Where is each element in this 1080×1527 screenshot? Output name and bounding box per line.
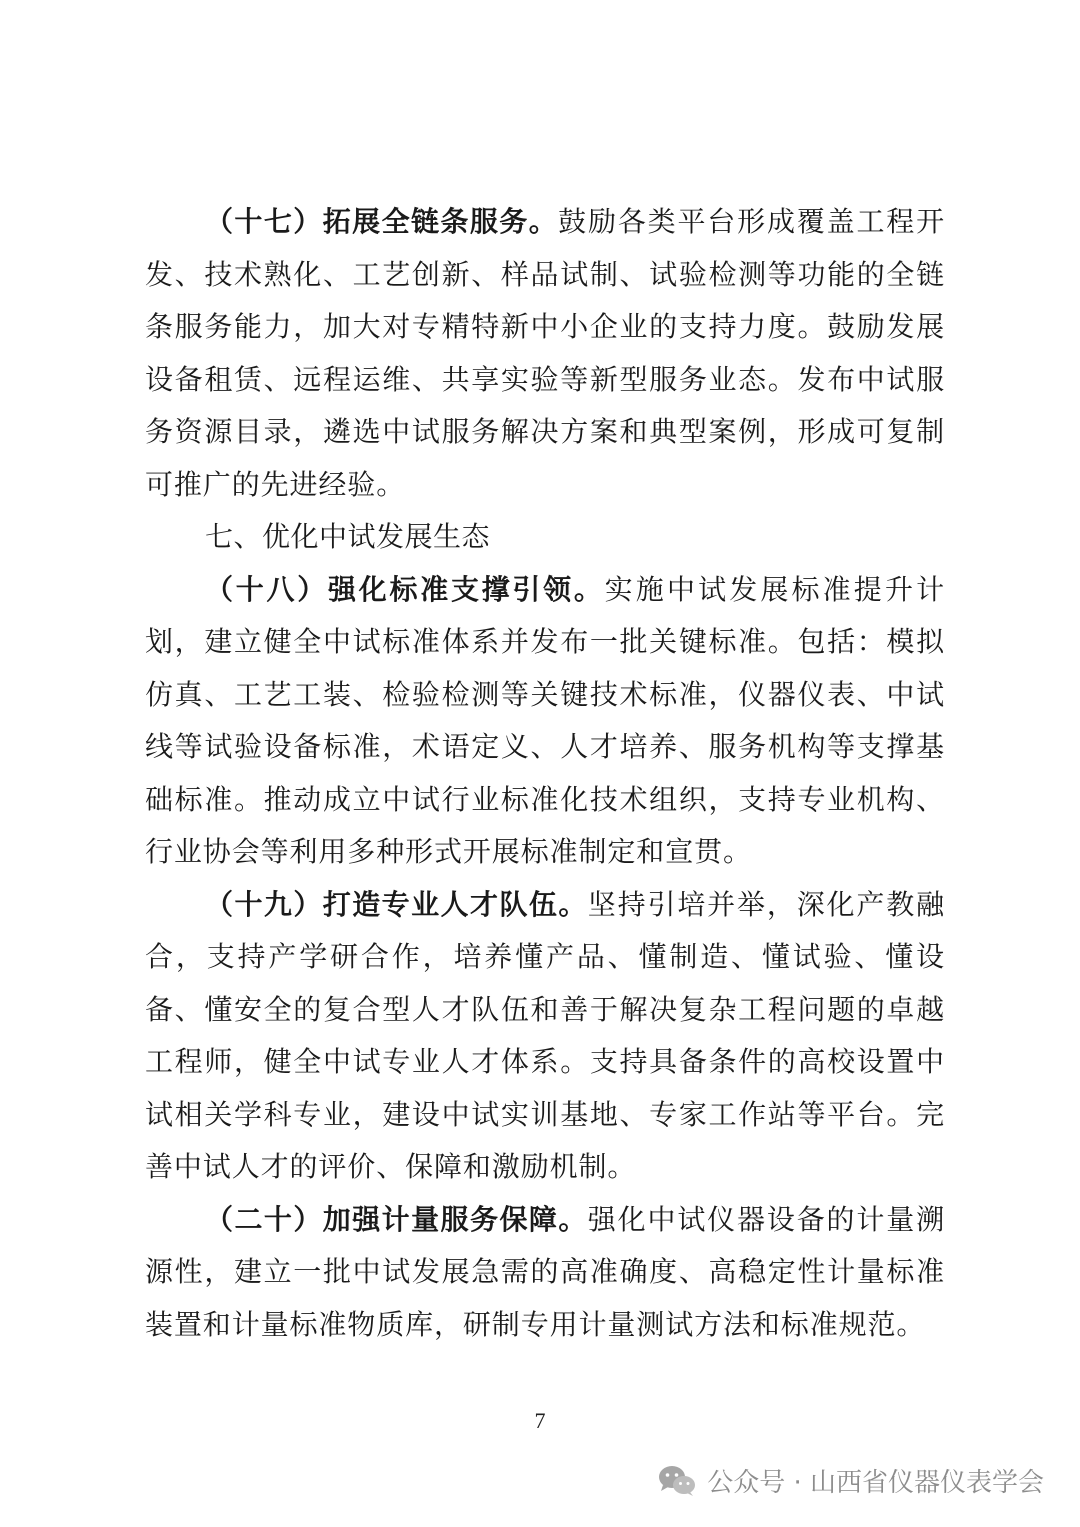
paragraph-20-title: （二十）加强计量服务保障。 bbox=[205, 1202, 588, 1236]
paragraph-18 bbox=[145, 564, 945, 879]
paragraph-17-title: （十七）拓展全链条服务。 bbox=[205, 205, 559, 238]
paragraph-17-text: 鼓励各类平台形成覆盖工程开发、技术熟化、工艺创新、样品试制、试验检测等功能的全链条服务能力，加大对专精特新中小企业的支持力度。鼓励发展设备租赁、远程运维、共享实验等新型服务业态。发布中试服务资源目录，遴选中试服务解决方案和典型案例，形成可复制可推广的先进经验。 bbox=[145, 205, 945, 501]
paragraph-20-text: 强化中试仪器设备的计量溯源性，建立一批中试发展急需的高准确度、高稳定性计量标准装置和计量标准物质库，研制专用计量测试方法和标准规范。 bbox=[145, 1202, 945, 1341]
watermark bbox=[657, 1462, 1044, 1499]
wechat-icon bbox=[657, 1464, 697, 1498]
paragraph-18-text: 实施中试发展标准提升计划，建立健全中试标准体系并发布一批关键标准。包括：模拟仿真、工艺工装、检验检测等关键技术标准，仪器仪表、中试线等试验设备标准，术语定义、人才培养、服务机构等支撑基础标准。推动成立中试行业标准化技术组织，支持专业机构、行业协会等利用多种形式开展标准制定和宣贯。 bbox=[145, 572, 945, 868]
paragraph-19-title: （十九）打造专业人才队伍。 bbox=[205, 887, 588, 921]
paragraph-20 bbox=[145, 1194, 945, 1352]
paragraph-19-text: 坚持引培并举，深化产教融合，支持产学研合作，培养懂产品、懂制造、懂试验、懂设备、懂安全的复合型人才队伍和善于解决复杂工程问题的卓越工程师，健全中试专业人才体系。支持具备条件的高校设置中试相关学科专业，建设中试实训基地、专家工作站等平台。完善中试人才的评价、保障和激励机制。 bbox=[145, 887, 945, 1183]
paragraph-19 bbox=[145, 879, 945, 1194]
document-body bbox=[145, 196, 945, 1351]
watermark-text: 公众号 · 山西省仪器仪表学会 bbox=[707, 1468, 1044, 1498]
section-heading: 七、优化中试发展生态 bbox=[205, 520, 491, 553]
paragraph-17 bbox=[145, 196, 945, 511]
page-number: 7 bbox=[534, 1408, 546, 1433]
paragraph-18-title: （十八）强化标准支撑引领。 bbox=[205, 572, 605, 606]
